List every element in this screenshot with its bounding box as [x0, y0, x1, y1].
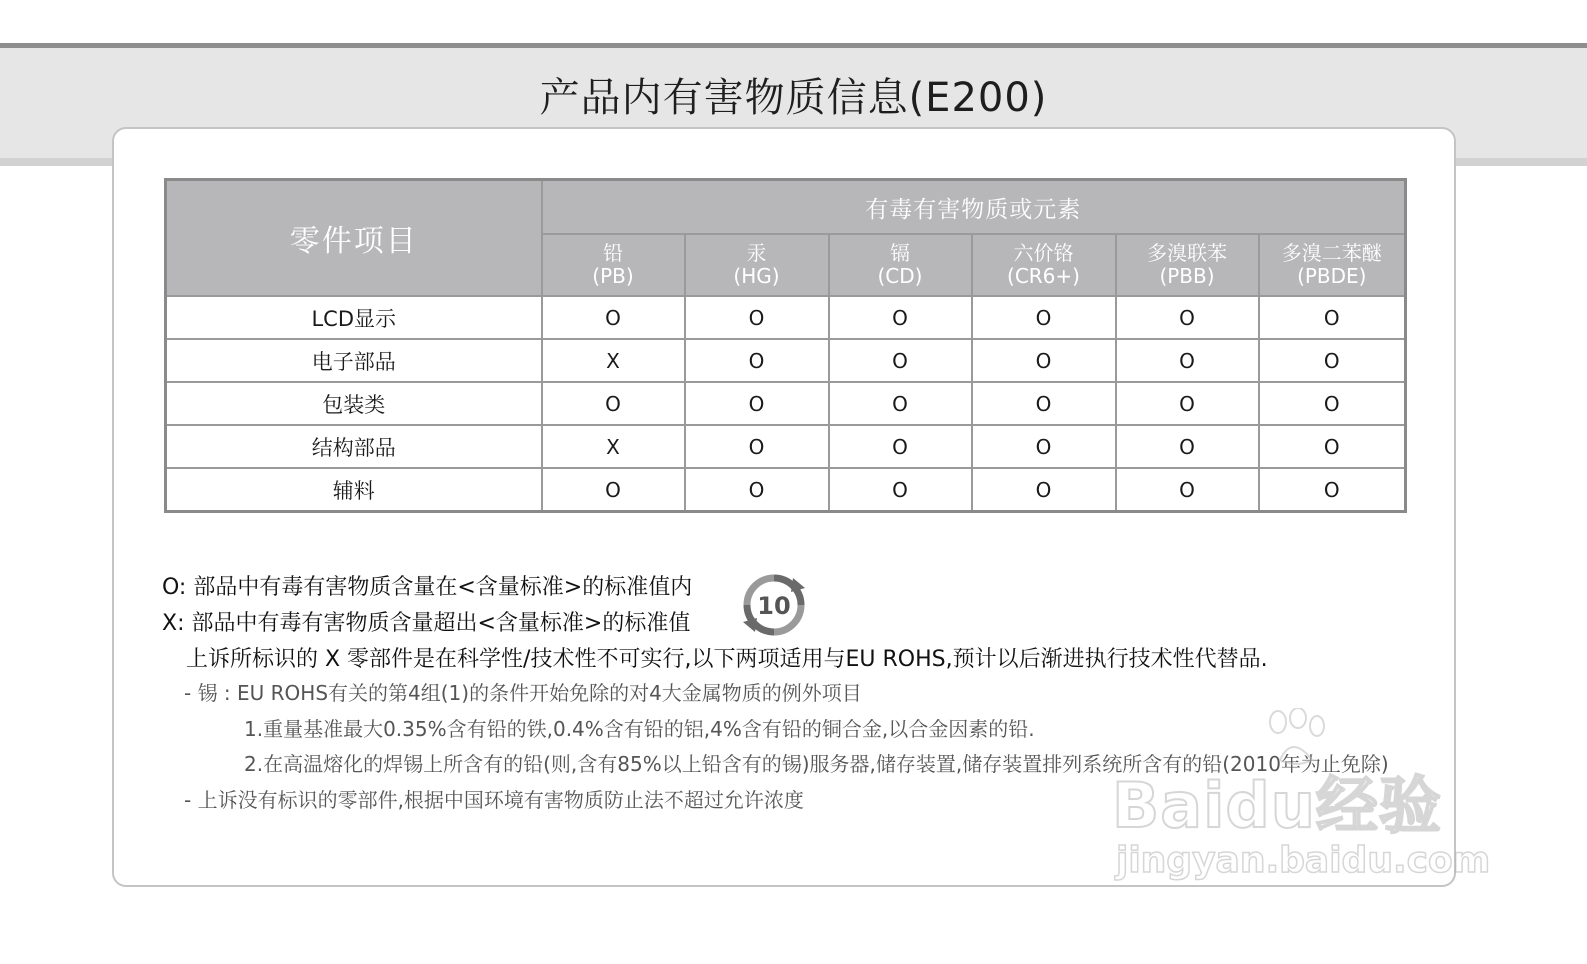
mark-cell: O [972, 339, 1116, 382]
x-legend-note: X: 部品中有毒有害物质含量超出<含量标准>的标准值 [162, 611, 691, 636]
mark-cell: O [685, 425, 829, 468]
mark-cell: O [829, 339, 972, 382]
baidu-jingyan-watermark [1112, 756, 1491, 891]
exemption-bullet-tin: - 锡 : EU ROHS有关的第4组(1)的条件开始免除的对4大金属物质的例外项目 [184, 681, 862, 705]
environment-protection-use-period-icon [743, 574, 805, 636]
part-name: 电子部品 [166, 339, 542, 382]
mark-cell: O [829, 468, 972, 512]
exemption-sub-item-1: 1.重量基准最大0.35%含有铅的铁,0.4%含有铅的铝,4%含有铅的铜合金,以合金因素的铅. [244, 717, 1035, 741]
mark-cell: O [1116, 296, 1259, 339]
substance-code: (CD) [877, 264, 923, 288]
substance-name: 汞 [746, 241, 767, 265]
hazardous-substance-table [164, 178, 1407, 513]
unmarked-parts-note: - 上诉没有标识的零部件,根据中国环境有害物质防止法不超过允许浓度 [184, 788, 804, 812]
mark-cell: O [1259, 425, 1406, 468]
mark-cell: O [685, 339, 829, 382]
substance-name: 六价铬 [1013, 241, 1074, 265]
mark-cell: O [685, 382, 829, 425]
mark-cell: O [1116, 382, 1259, 425]
watermark-url: jingyan.baidu.com [1116, 840, 1491, 881]
mark-cell: O [829, 425, 972, 468]
substance-header-pbde [1259, 234, 1406, 296]
substance-header-mercury [685, 234, 829, 296]
mark-cell: O [1116, 425, 1259, 468]
mark-cell: O [972, 425, 1116, 468]
mark-cell: O [1259, 296, 1406, 339]
mark-cell: O [685, 468, 829, 512]
substance-code: (CR6+) [1007, 264, 1080, 288]
mark-cell: O [1259, 468, 1406, 512]
part-name: 结构部品 [166, 425, 542, 468]
o-legend-note: O: 部品中有毒有害物质含量在<含量标准>的标准值内 [162, 575, 693, 600]
table-row [166, 468, 1406, 512]
substance-header-chromium [972, 234, 1116, 296]
mark-cell: O [829, 296, 972, 339]
mark-cell: X [542, 339, 685, 382]
mark-cell: O [685, 296, 829, 339]
substance-header-cadmium [829, 234, 972, 296]
exemption-main-note: 上诉所标识的 X 零部件是在科学性/技术性不可实行,以下两项适用与EU ROHS,预计以后渐进执行技术性代替品. [186, 647, 1268, 672]
mark-cell: O [542, 296, 685, 339]
substance-name: 多溴联苯 [1147, 241, 1227, 265]
mark-cell: O [1116, 339, 1259, 382]
substance-header-pbb [1116, 234, 1259, 296]
mark-cell: O [542, 382, 685, 425]
substance-header-lead [542, 234, 685, 296]
table-row [166, 339, 1406, 382]
mark-cell: O [542, 468, 685, 512]
substance-code: (PBB) [1159, 264, 1215, 288]
eco-logo-number: 10 [757, 592, 791, 620]
mark-cell: X [542, 425, 685, 468]
table-row [166, 382, 1406, 425]
substance-name: 铅 [603, 241, 623, 265]
substance-code: (HG) [733, 264, 780, 288]
table-row [166, 425, 1406, 468]
mark-cell: O [829, 382, 972, 425]
mark-cell: O [972, 468, 1116, 512]
mark-cell: O [972, 296, 1116, 339]
exemption-sub-item-2: 2.在高温熔化的焊锡上所含有的铅(则,含有85%以上铅含有的锡)服务器,储存装置,储存装置排列系统所含有的铅(2010年为止免除) [244, 752, 1389, 776]
part-name: 辅料 [166, 468, 542, 512]
substance-code: (PB) [592, 264, 634, 288]
mark-cell: O [1259, 382, 1406, 425]
mark-cell: O [1116, 468, 1259, 512]
substance-name: 镉 [890, 241, 910, 265]
mark-cell: O [972, 382, 1116, 425]
parts-column-header: 零件项目 [166, 180, 542, 297]
table-row [166, 296, 1406, 339]
watermark-brand: Baidu经验 [1112, 769, 1442, 842]
part-name: LCD显示 [166, 296, 542, 339]
substance-name: 多溴二苯醚 [1281, 241, 1382, 265]
part-name: 包装类 [166, 382, 542, 425]
substance-code: (PBDE) [1297, 264, 1367, 288]
page-title: 产品内有害物质信息(E200) [539, 75, 1048, 121]
mark-cell: O [1259, 339, 1406, 382]
substance-group-header: 有毒有害物质或元素 [542, 180, 1406, 235]
